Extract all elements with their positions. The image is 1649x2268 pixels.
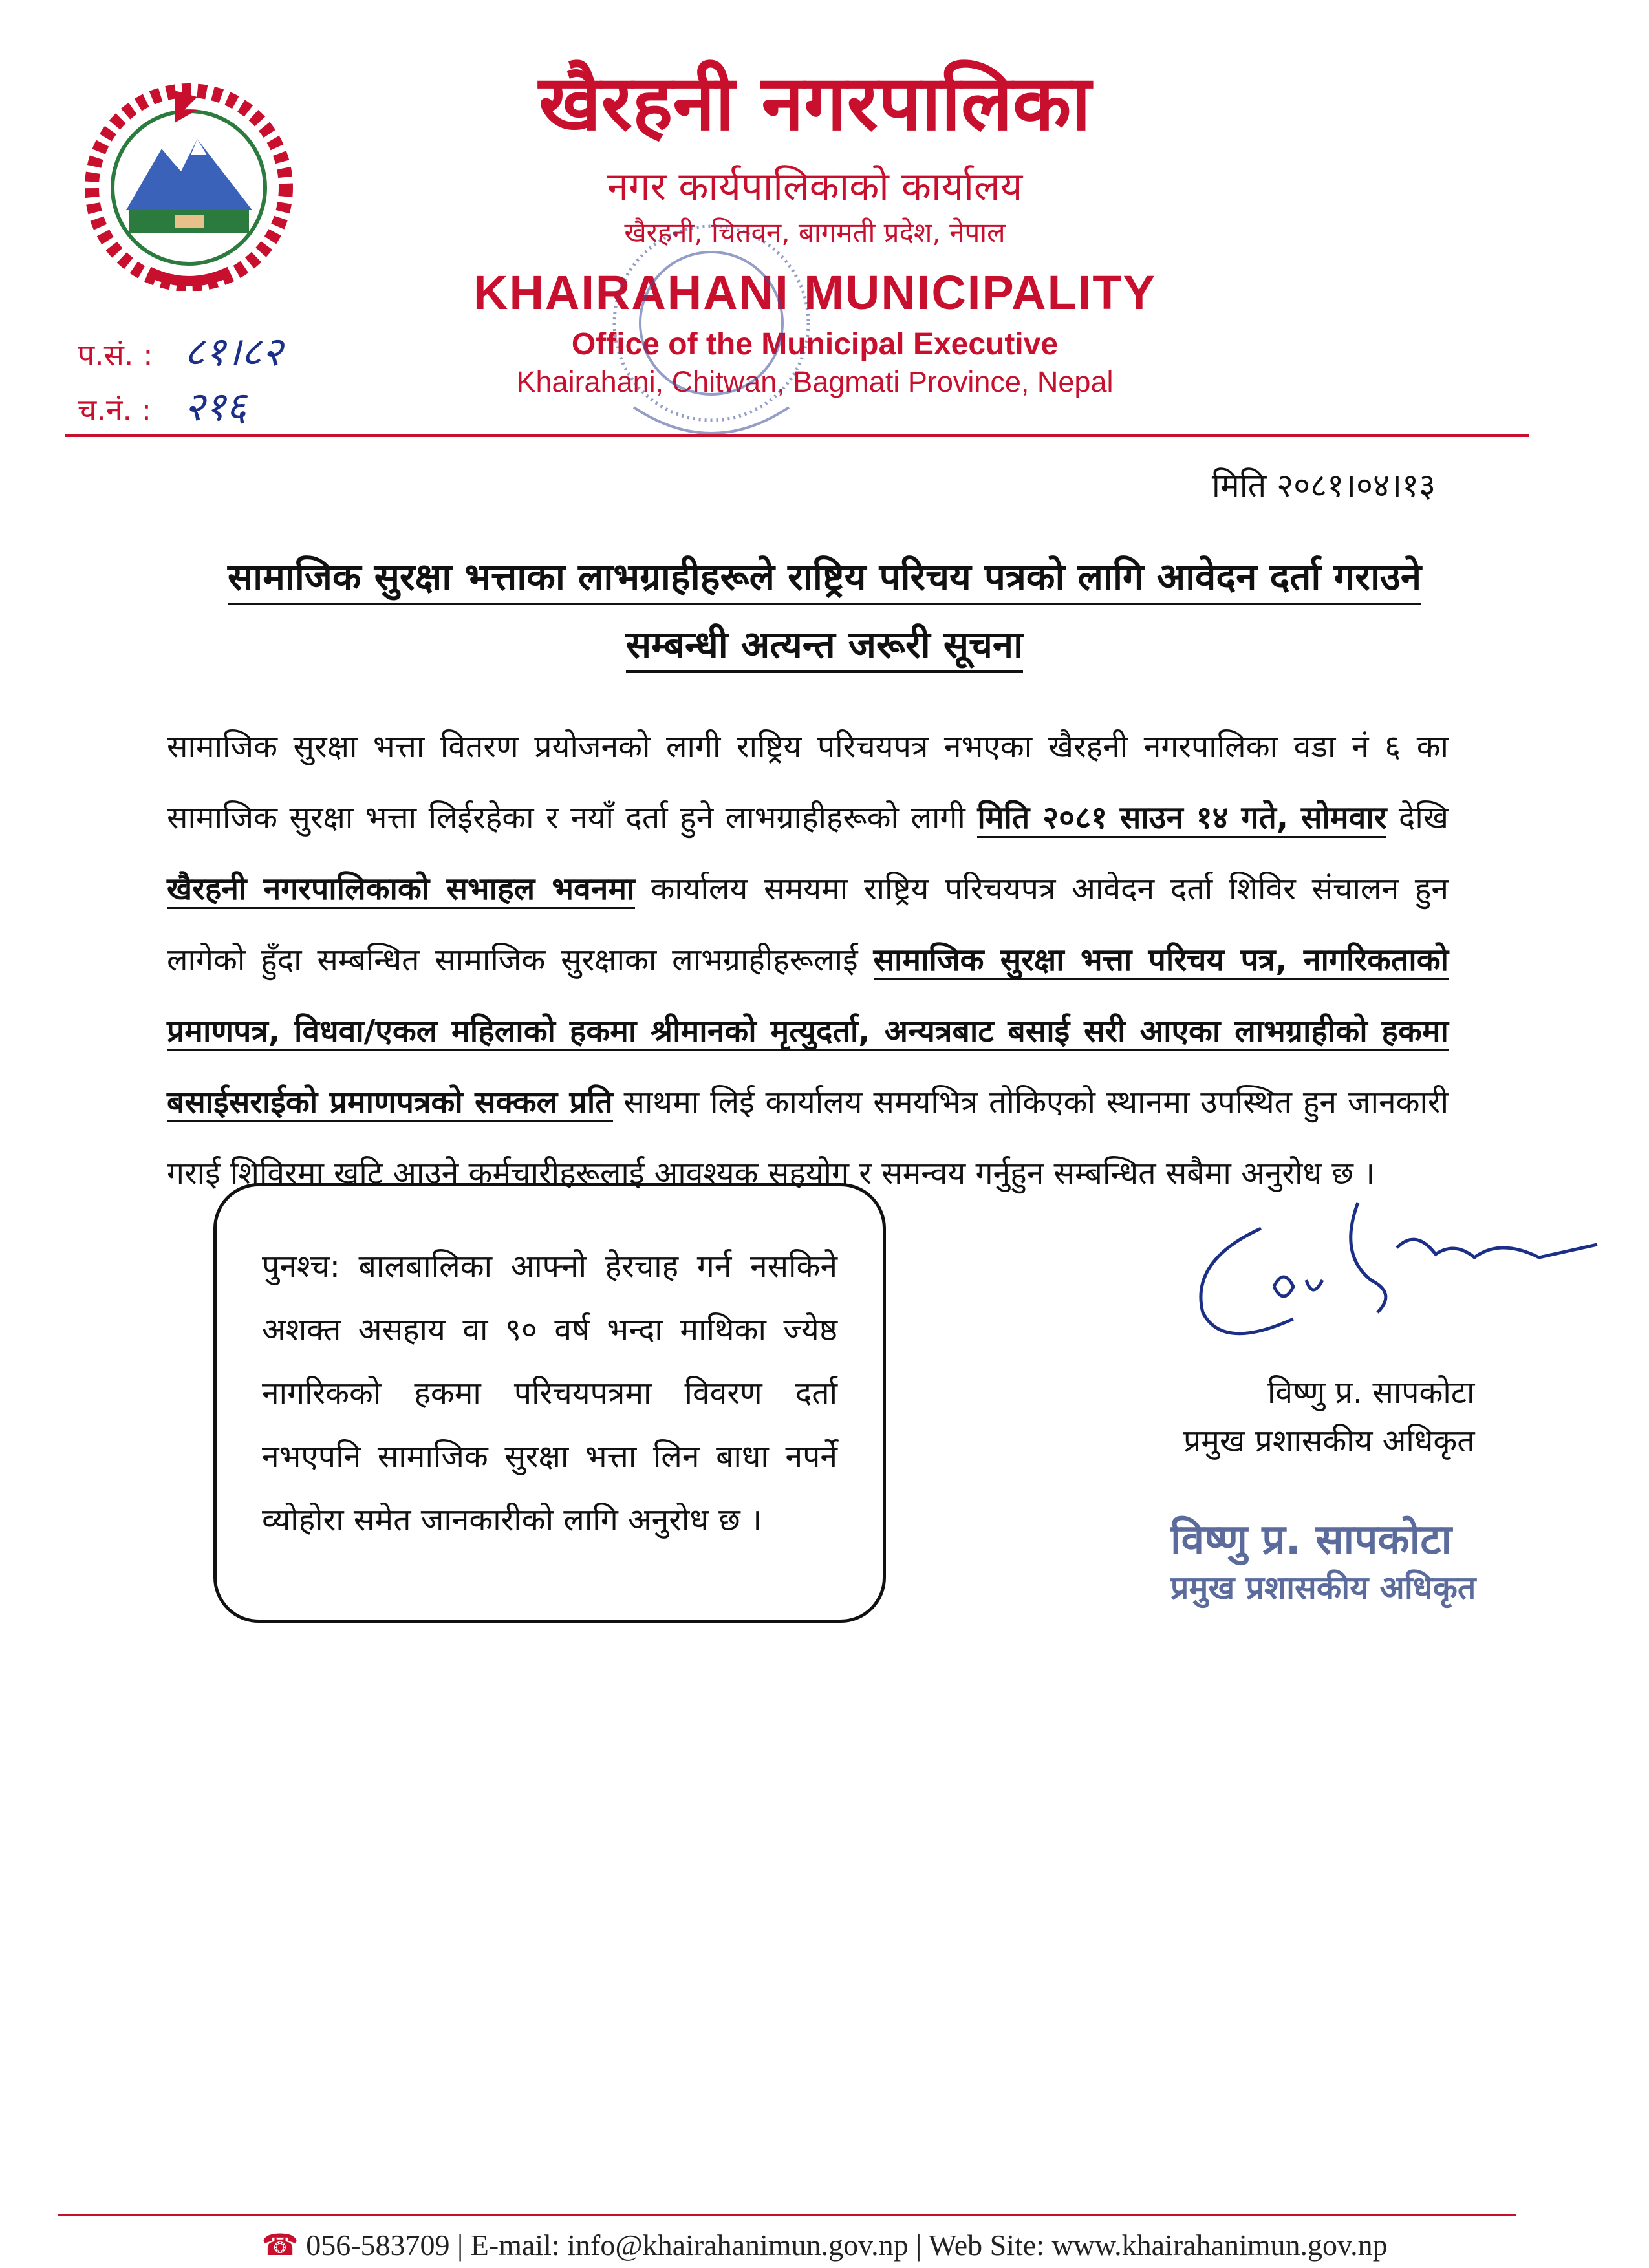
address-en: Khairahani, Chitwan, Bagmati Province, Nepal [516,365,1114,398]
ref-cn-value: २१६ [184,383,247,430]
ref-cn [78,378,246,433]
header-divider [65,434,1529,437]
body-venue-highlight: खैरहनी नगरपालिकाको सभाहल भवनमा [167,871,635,909]
stamp-name: विष्णु प्र. सापकोटा [1170,1516,1452,1564]
office-seal-icon [595,213,828,472]
office-subtitle-np: नगर कार्यपालिकाको कार्यालय [607,164,1023,209]
municipality-title-en: KHAIRAHANI MUNICIPALITY [473,266,1156,319]
footer-divider [58,2214,1516,2216]
office-subtitle-en: Office of the Municipal Executive [571,327,1059,361]
body-text-4: साथमा लिई कार्यालय समयभित्र तोकिएको स्थानमा उपस्थित हुन जानकारी गराई शिविरमा खटि आउने कर्मचारीहरूलाई आवश्यक सहयोग र समन्वय गर्नुहुन सम्बन्धित सबैमा अनुरोध छ । [167,1084,1449,1192]
body-text-2: देखि [1398,800,1449,836]
signatory-title: प्रमुख प्रशासकीय अधिकृत [1183,1423,1475,1459]
postscript-text: पुनश्च: बालबालिका आफ्नो हेरचाह गर्न नसकिने अशक्त असहाय वा ९० वर्ष भन्दा माथिका ज्येष्ठ नागरिकको हकमा परिचयपत्रमा विवरण दर्ता नभएपनि सामाजिक सुरक्षा भत्ता लिन बाधा नपर्ने व्योहोरा समेत जानकारीको लागि अनुरोध छ । [262,1248,837,1538]
footer-contact-text: 056-583709 | E-mail: info@khairahanimun.gov.np | Web Site: www.khairahanimun.gov.np [306,2229,1388,2262]
ref-ps-value: ८१।८२ [184,328,283,375]
notice-title-line2-text: सम्बन्धी अत्यन्त जरूरी सूचना [626,623,1023,673]
notice-body [167,711,1449,1209]
address-np: खैरहनी, चितवन, बागमती प्रदेश, नेपाल [624,217,1006,248]
signatory-name: विष्णु प्र. सापकोटा [1267,1375,1475,1411]
body-documents-highlight: सामाजिक सुरक्षा भत्ता परिचय पत्र, नागरिकताको प्रमाणपत्र, विधवा/एकल महिलाको हकमा श्रीमानको मृत्युदर्ता, अन्यत्रबाट बसाई सरी आएका लाभग्राहीको हकमा बसाईसराईको प्रमाणपत्रको सक्कल प्रति [167,942,1449,1122]
nepal-emblem-icon [78,78,301,291]
stamp-title: प्रमुख प्रशासकीय अधिकृत [1170,1569,1476,1607]
ref-cn-label: च.नं. : [78,392,152,427]
telephone-icon: ☎ [261,2229,299,2262]
signature-icon [1183,1190,1604,1358]
municipality-title-np: खैरहनी नगरपालिका [538,58,1092,147]
postscript-box [213,1183,886,1623]
body-date-highlight: मिति २०८१ साउन १४ गते, सोमवार [977,800,1386,838]
footer-contact [0,2227,1649,2262]
body-text-3: कार्यालय समयमा राष्ट्रिय परिचयपत्र आवेदन दर्ता शिविर संचालन हुन लागेको हुँदा सम्बन्धित सामाजिक सुरक्षाका लाभग्राहीहरूलाई [167,871,1449,978]
ref-ps [78,323,283,378]
body-text-1: सामाजिक सुरक्षा भत्ता वितरण प्रयोजनको लागी राष्ट्रिय परिचयपत्र नभएका खैरहनी नगरपालिका वडा नं ६ का सामाजिक सुरक्षा भत्ता लिईरहेका र नयाँ दर्ता हुने लाभग्राहीहरूको लागी [167,729,1449,836]
letter-date: मिति २०८१।०४।१३ [1211,467,1436,504]
notice-title-line1-text: सामाजिक सुरक्षा भत्ताका लाभग्राहीहरूले राष्ट्रिय परिचय पत्रको लागि आवेदन दर्ता गराउने [228,555,1421,605]
notice-title-line1 [0,550,1649,601]
notice-title-line2 [0,617,1649,669]
ref-ps-label: प.सं. : [78,337,153,372]
